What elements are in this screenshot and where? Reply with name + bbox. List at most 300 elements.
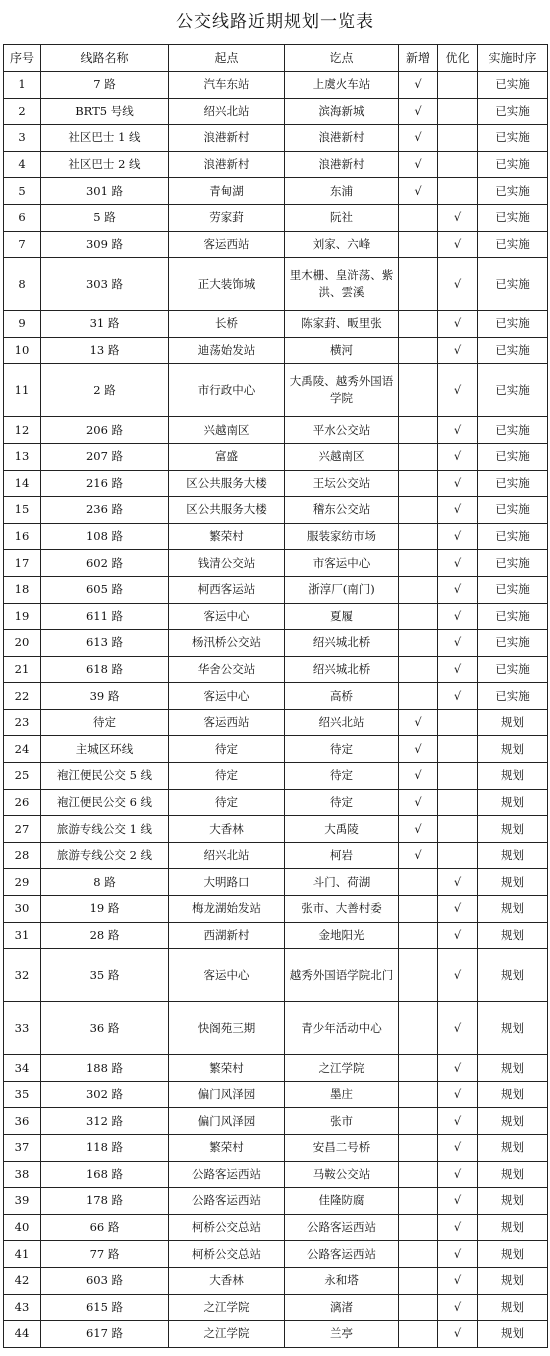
cell-index: 42 [4, 1267, 41, 1294]
cell-start: 大明路口 [169, 869, 285, 896]
cell-index: 19 [4, 603, 41, 630]
cell-schedule: 已实施 [478, 178, 548, 205]
cell-end: 浪港新村 [285, 151, 399, 178]
cell-route-name: 108 路 [41, 523, 169, 550]
cell-schedule: 已实施 [478, 417, 548, 444]
cell-route-name: 216 路 [41, 470, 169, 497]
cell-index: 35 [4, 1081, 41, 1108]
cell-schedule: 规划 [478, 1241, 548, 1268]
cell-new [399, 1214, 438, 1241]
column-header-route-name: 线路名称 [41, 45, 169, 72]
cell-start: 繁荣村 [169, 1055, 285, 1082]
cell-route-name: 36 路 [41, 1002, 169, 1055]
cell-schedule: 规划 [478, 1161, 548, 1188]
cell-index: 15 [4, 497, 41, 524]
table-row [4, 364, 548, 417]
cell-schedule: 规划 [478, 1267, 548, 1294]
column-header-end: 讫点 [285, 45, 399, 72]
cell-end: 张市、大善村委 [285, 896, 399, 923]
cell-end: 浪港新村 [285, 125, 399, 152]
table-row [4, 72, 548, 99]
cell-index: 16 [4, 523, 41, 550]
cell-index: 2 [4, 98, 41, 125]
cell-route-name: 207 路 [41, 443, 169, 470]
cell-route-name: 7 路 [41, 72, 169, 99]
cell-new [399, 1321, 438, 1348]
table-row [4, 151, 548, 178]
cell-end: 高桥 [285, 683, 399, 710]
cell-start: 迪荡始发站 [169, 337, 285, 364]
table-row [4, 869, 548, 896]
cell-route-name: 主城区环线 [41, 736, 169, 763]
cell-end: 陈家葑、畈里张 [285, 311, 399, 338]
cell-end: 绍兴北站 [285, 709, 399, 736]
cell-optimized: √ [438, 1214, 478, 1241]
table-header-row [4, 45, 548, 72]
table-row [4, 630, 548, 657]
table-row [4, 311, 548, 338]
table-row [4, 497, 548, 524]
table-row [4, 1241, 548, 1268]
cell-start: 待定 [169, 763, 285, 790]
cell-schedule: 已实施 [478, 311, 548, 338]
cell-new [399, 896, 438, 923]
cell-route-name: 66 路 [41, 1214, 169, 1241]
cell-schedule: 规划 [478, 896, 548, 923]
cell-index: 30 [4, 896, 41, 923]
cell-new [399, 204, 438, 231]
cell-schedule: 已实施 [478, 231, 548, 258]
table-row [4, 1055, 548, 1082]
cell-optimized [438, 72, 478, 99]
cell-new: √ [399, 72, 438, 99]
cell-end: 公路客运西站 [285, 1241, 399, 1268]
cell-optimized: √ [438, 869, 478, 896]
cell-schedule: 已实施 [478, 630, 548, 657]
cell-new [399, 523, 438, 550]
cell-start: 绍兴北站 [169, 842, 285, 869]
table-row [4, 231, 548, 258]
cell-end: 柯岩 [285, 842, 399, 869]
cell-index: 18 [4, 576, 41, 603]
cell-optimized: √ [438, 1241, 478, 1268]
cell-end: 兴越南区 [285, 443, 399, 470]
cell-end: 平水公交站 [285, 417, 399, 444]
cell-end: 东浦 [285, 178, 399, 205]
table-row [4, 842, 548, 869]
cell-route-name: 206 路 [41, 417, 169, 444]
cell-end: 待定 [285, 789, 399, 816]
cell-index: 6 [4, 204, 41, 231]
cell-end: 阮社 [285, 204, 399, 231]
cell-end: 大禹陵 [285, 816, 399, 843]
table-row [4, 523, 548, 550]
cell-schedule: 已实施 [478, 125, 548, 152]
cell-schedule: 规划 [478, 1214, 548, 1241]
cell-schedule: 规划 [478, 789, 548, 816]
cell-new [399, 1241, 438, 1268]
cell-index: 24 [4, 736, 41, 763]
cell-optimized [438, 709, 478, 736]
cell-route-name: 602 路 [41, 550, 169, 577]
cell-index: 12 [4, 417, 41, 444]
cell-route-name: 13 路 [41, 337, 169, 364]
cell-end: 绍兴城北桥 [285, 656, 399, 683]
table-row [4, 258, 548, 311]
cell-route-name: BRT5 号线 [41, 98, 169, 125]
page-title: 公交线路近期规划一览表 [176, 12, 374, 32]
cell-end: 永和塔 [285, 1267, 399, 1294]
cell-schedule: 已实施 [478, 470, 548, 497]
cell-index: 1 [4, 72, 41, 99]
cell-end: 上虞火车站 [285, 72, 399, 99]
table-row [4, 656, 548, 683]
cell-index: 25 [4, 763, 41, 790]
cell-start: 大香林 [169, 1267, 285, 1294]
cell-new [399, 1294, 438, 1321]
cell-end: 张市 [285, 1108, 399, 1135]
cell-index: 10 [4, 337, 41, 364]
cell-optimized: √ [438, 443, 478, 470]
cell-index: 29 [4, 869, 41, 896]
table-row [4, 1267, 548, 1294]
table-row [4, 1081, 548, 1108]
cell-start: 待定 [169, 789, 285, 816]
cell-schedule: 已实施 [478, 683, 548, 710]
cell-route-name: 118 路 [41, 1135, 169, 1162]
cell-index: 8 [4, 258, 41, 311]
cell-end: 绍兴城北桥 [285, 630, 399, 657]
table-row [4, 1321, 548, 1348]
cell-start: 西湖新村 [169, 922, 285, 949]
cell-index: 37 [4, 1135, 41, 1162]
cell-route-name: 28 路 [41, 922, 169, 949]
cell-schedule: 已实施 [478, 204, 548, 231]
cell-end: 公路客运西站 [285, 1214, 399, 1241]
cell-end: 安昌二号桥 [285, 1135, 399, 1162]
cell-index: 5 [4, 178, 41, 205]
cell-schedule: 规划 [478, 1081, 548, 1108]
cell-end: 稽东公交站 [285, 497, 399, 524]
cell-new [399, 497, 438, 524]
cell-route-name: 2 路 [41, 364, 169, 417]
table-row [4, 125, 548, 152]
cell-route-name: 617 路 [41, 1321, 169, 1348]
cell-optimized: √ [438, 311, 478, 338]
cell-new: √ [399, 816, 438, 843]
cell-new [399, 417, 438, 444]
cell-start: 公路客运西站 [169, 1188, 285, 1215]
cell-start: 浪港新村 [169, 151, 285, 178]
column-header-new: 新增 [399, 45, 438, 72]
cell-optimized: √ [438, 1294, 478, 1321]
cell-start: 汽车东站 [169, 72, 285, 99]
cell-route-name: 袍江便民公交 5 线 [41, 763, 169, 790]
cell-optimized: √ [438, 231, 478, 258]
cell-new [399, 1135, 438, 1162]
cell-start: 柯桥公交总站 [169, 1241, 285, 1268]
cell-index: 43 [4, 1294, 41, 1321]
cell-route-name: 303 路 [41, 258, 169, 311]
cell-end: 漓渚 [285, 1294, 399, 1321]
cell-start: 兴越南区 [169, 417, 285, 444]
cell-optimized: √ [438, 1161, 478, 1188]
cell-index: 13 [4, 443, 41, 470]
cell-schedule: 已实施 [478, 258, 548, 311]
table-row [4, 204, 548, 231]
cell-start: 劳家葑 [169, 204, 285, 231]
column-header-index: 序号 [4, 45, 41, 72]
table-row [4, 816, 548, 843]
cell-end: 王坛公交站 [285, 470, 399, 497]
cell-schedule: 规划 [478, 922, 548, 949]
cell-start: 之江学院 [169, 1294, 285, 1321]
table-row [4, 1002, 548, 1055]
table-row [4, 550, 548, 577]
cell-end: 浙淳厂(南门) [285, 576, 399, 603]
cell-optimized [438, 151, 478, 178]
cell-start: 繁荣村 [169, 1135, 285, 1162]
cell-optimized: √ [438, 1055, 478, 1082]
cell-schedule: 已实施 [478, 364, 548, 417]
cell-route-name: 旅游专线公交 1 线 [41, 816, 169, 843]
cell-start: 华舍公交站 [169, 656, 285, 683]
cell-optimized: √ [438, 1321, 478, 1348]
cell-schedule: 已实施 [478, 98, 548, 125]
cell-start: 区公共服务大楼 [169, 497, 285, 524]
cell-index: 21 [4, 656, 41, 683]
cell-optimized: √ [438, 258, 478, 311]
cell-optimized: √ [438, 656, 478, 683]
cell-end: 大禹陵、越秀外国语学院 [285, 364, 399, 417]
cell-start: 快阁苑三期 [169, 1002, 285, 1055]
cell-index: 14 [4, 470, 41, 497]
cell-schedule: 已实施 [478, 550, 548, 577]
cell-new [399, 258, 438, 311]
cell-end: 马鞍公交站 [285, 1161, 399, 1188]
cell-index: 23 [4, 709, 41, 736]
table-row [4, 1214, 548, 1241]
cell-schedule: 已实施 [478, 497, 548, 524]
cell-end: 滨海新城 [285, 98, 399, 125]
cell-start: 偏门风泽园 [169, 1081, 285, 1108]
cell-schedule: 已实施 [478, 576, 548, 603]
table-row [4, 576, 548, 603]
cell-schedule: 规划 [478, 1135, 548, 1162]
cell-new [399, 1002, 438, 1055]
table-row [4, 789, 548, 816]
table-row [4, 1161, 548, 1188]
cell-end: 金地阳光 [285, 922, 399, 949]
cell-new [399, 470, 438, 497]
cell-end: 横河 [285, 337, 399, 364]
cell-start: 浪港新村 [169, 125, 285, 152]
cell-route-name: 39 路 [41, 683, 169, 710]
cell-optimized [438, 125, 478, 152]
cell-new: √ [399, 789, 438, 816]
cell-route-name: 618 路 [41, 656, 169, 683]
cell-route-name: 605 路 [41, 576, 169, 603]
cell-new: √ [399, 842, 438, 869]
table-row [4, 1294, 548, 1321]
cell-route-name: 309 路 [41, 231, 169, 258]
cell-start: 青甸湖 [169, 178, 285, 205]
cell-new: √ [399, 178, 438, 205]
cell-end: 墨庄 [285, 1081, 399, 1108]
cell-new: √ [399, 125, 438, 152]
route-plan-table [3, 44, 548, 1348]
cell-optimized [438, 763, 478, 790]
cell-route-name: 188 路 [41, 1055, 169, 1082]
cell-start: 公路客运西站 [169, 1161, 285, 1188]
cell-index: 11 [4, 364, 41, 417]
cell-index: 28 [4, 842, 41, 869]
cell-start: 客运西站 [169, 231, 285, 258]
cell-route-name: 8 路 [41, 869, 169, 896]
cell-index: 27 [4, 816, 41, 843]
cell-new: √ [399, 709, 438, 736]
cell-index: 4 [4, 151, 41, 178]
cell-new [399, 443, 438, 470]
cell-index: 40 [4, 1214, 41, 1241]
cell-optimized [438, 178, 478, 205]
cell-new [399, 630, 438, 657]
cell-schedule: 已实施 [478, 443, 548, 470]
cell-optimized: √ [438, 896, 478, 923]
cell-end: 市客运中心 [285, 550, 399, 577]
cell-start: 大香林 [169, 816, 285, 843]
cell-optimized: √ [438, 630, 478, 657]
cell-optimized: √ [438, 1002, 478, 1055]
cell-new: √ [399, 98, 438, 125]
cell-optimized: √ [438, 683, 478, 710]
cell-start: 客运西站 [169, 709, 285, 736]
cell-optimized: √ [438, 603, 478, 630]
cell-start: 客运中心 [169, 683, 285, 710]
cell-index: 36 [4, 1108, 41, 1135]
cell-route-name: 613 路 [41, 630, 169, 657]
cell-route-name: 312 路 [41, 1108, 169, 1135]
cell-route-name: 236 路 [41, 497, 169, 524]
cell-optimized: √ [438, 1081, 478, 1108]
cell-end: 越秀外国语学院北门 [285, 949, 399, 1002]
cell-schedule: 规划 [478, 1055, 548, 1082]
table-row [4, 470, 548, 497]
cell-index: 17 [4, 550, 41, 577]
cell-start: 梅龙湖始发站 [169, 896, 285, 923]
cell-route-name: 5 路 [41, 204, 169, 231]
table-row [4, 98, 548, 125]
cell-end: 待定 [285, 763, 399, 790]
cell-start: 杨汛桥公交站 [169, 630, 285, 657]
cell-end: 佳隆防腐 [285, 1188, 399, 1215]
cell-new [399, 337, 438, 364]
cell-optimized: √ [438, 1108, 478, 1135]
cell-schedule: 已实施 [478, 151, 548, 178]
cell-new [399, 364, 438, 417]
cell-new: √ [399, 736, 438, 763]
cell-schedule: 规划 [478, 1002, 548, 1055]
cell-start: 区公共服务大楼 [169, 470, 285, 497]
cell-route-name: 社区巴士 1 线 [41, 125, 169, 152]
cell-schedule: 规划 [478, 816, 548, 843]
cell-optimized: √ [438, 364, 478, 417]
cell-new [399, 550, 438, 577]
cell-start: 客运中心 [169, 603, 285, 630]
cell-index: 7 [4, 231, 41, 258]
cell-index: 3 [4, 125, 41, 152]
cell-end: 斗门、荷湖 [285, 869, 399, 896]
cell-new [399, 1055, 438, 1082]
table-row [4, 763, 548, 790]
cell-schedule: 规划 [478, 1321, 548, 1348]
cell-start: 长桥 [169, 311, 285, 338]
cell-new [399, 1267, 438, 1294]
cell-end: 夏履 [285, 603, 399, 630]
table-row [4, 922, 548, 949]
cell-route-name: 社区巴士 2 线 [41, 151, 169, 178]
cell-index: 22 [4, 683, 41, 710]
column-header-start: 起点 [169, 45, 285, 72]
table-row [4, 736, 548, 763]
cell-new [399, 949, 438, 1002]
cell-schedule: 规划 [478, 1294, 548, 1321]
cell-new: √ [399, 151, 438, 178]
cell-optimized [438, 789, 478, 816]
cell-new [399, 1081, 438, 1108]
cell-start: 待定 [169, 736, 285, 763]
cell-optimized: √ [438, 1267, 478, 1294]
cell-route-name: 待定 [41, 709, 169, 736]
cell-schedule: 规划 [478, 736, 548, 763]
table-row [4, 896, 548, 923]
cell-optimized [438, 816, 478, 843]
cell-route-name: 615 路 [41, 1294, 169, 1321]
cell-end: 之江学院 [285, 1055, 399, 1082]
cell-optimized [438, 842, 478, 869]
cell-schedule: 规划 [478, 842, 548, 869]
table-row [4, 1188, 548, 1215]
cell-new [399, 1188, 438, 1215]
column-header-schedule: 实施时序 [478, 45, 548, 72]
cell-optimized: √ [438, 550, 478, 577]
cell-route-name: 旅游专线公交 2 线 [41, 842, 169, 869]
cell-index: 38 [4, 1161, 41, 1188]
cell-new [399, 576, 438, 603]
cell-start: 柯西客运站 [169, 576, 285, 603]
cell-index: 41 [4, 1241, 41, 1268]
cell-optimized [438, 98, 478, 125]
cell-schedule: 已实施 [478, 603, 548, 630]
cell-optimized: √ [438, 470, 478, 497]
cell-schedule: 已实施 [478, 72, 548, 99]
cell-route-name: 77 路 [41, 1241, 169, 1268]
cell-start: 客运中心 [169, 949, 285, 1002]
table-row [4, 178, 548, 205]
table-row [4, 417, 548, 444]
cell-index: 33 [4, 1002, 41, 1055]
cell-optimized: √ [438, 576, 478, 603]
cell-route-name: 31 路 [41, 311, 169, 338]
cell-schedule: 已实施 [478, 337, 548, 364]
cell-schedule: 已实施 [478, 656, 548, 683]
cell-new [399, 231, 438, 258]
cell-optimized [438, 736, 478, 763]
cell-optimized: √ [438, 337, 478, 364]
cell-start: 钱清公交站 [169, 550, 285, 577]
cell-schedule: 已实施 [478, 523, 548, 550]
table-row [4, 709, 548, 736]
